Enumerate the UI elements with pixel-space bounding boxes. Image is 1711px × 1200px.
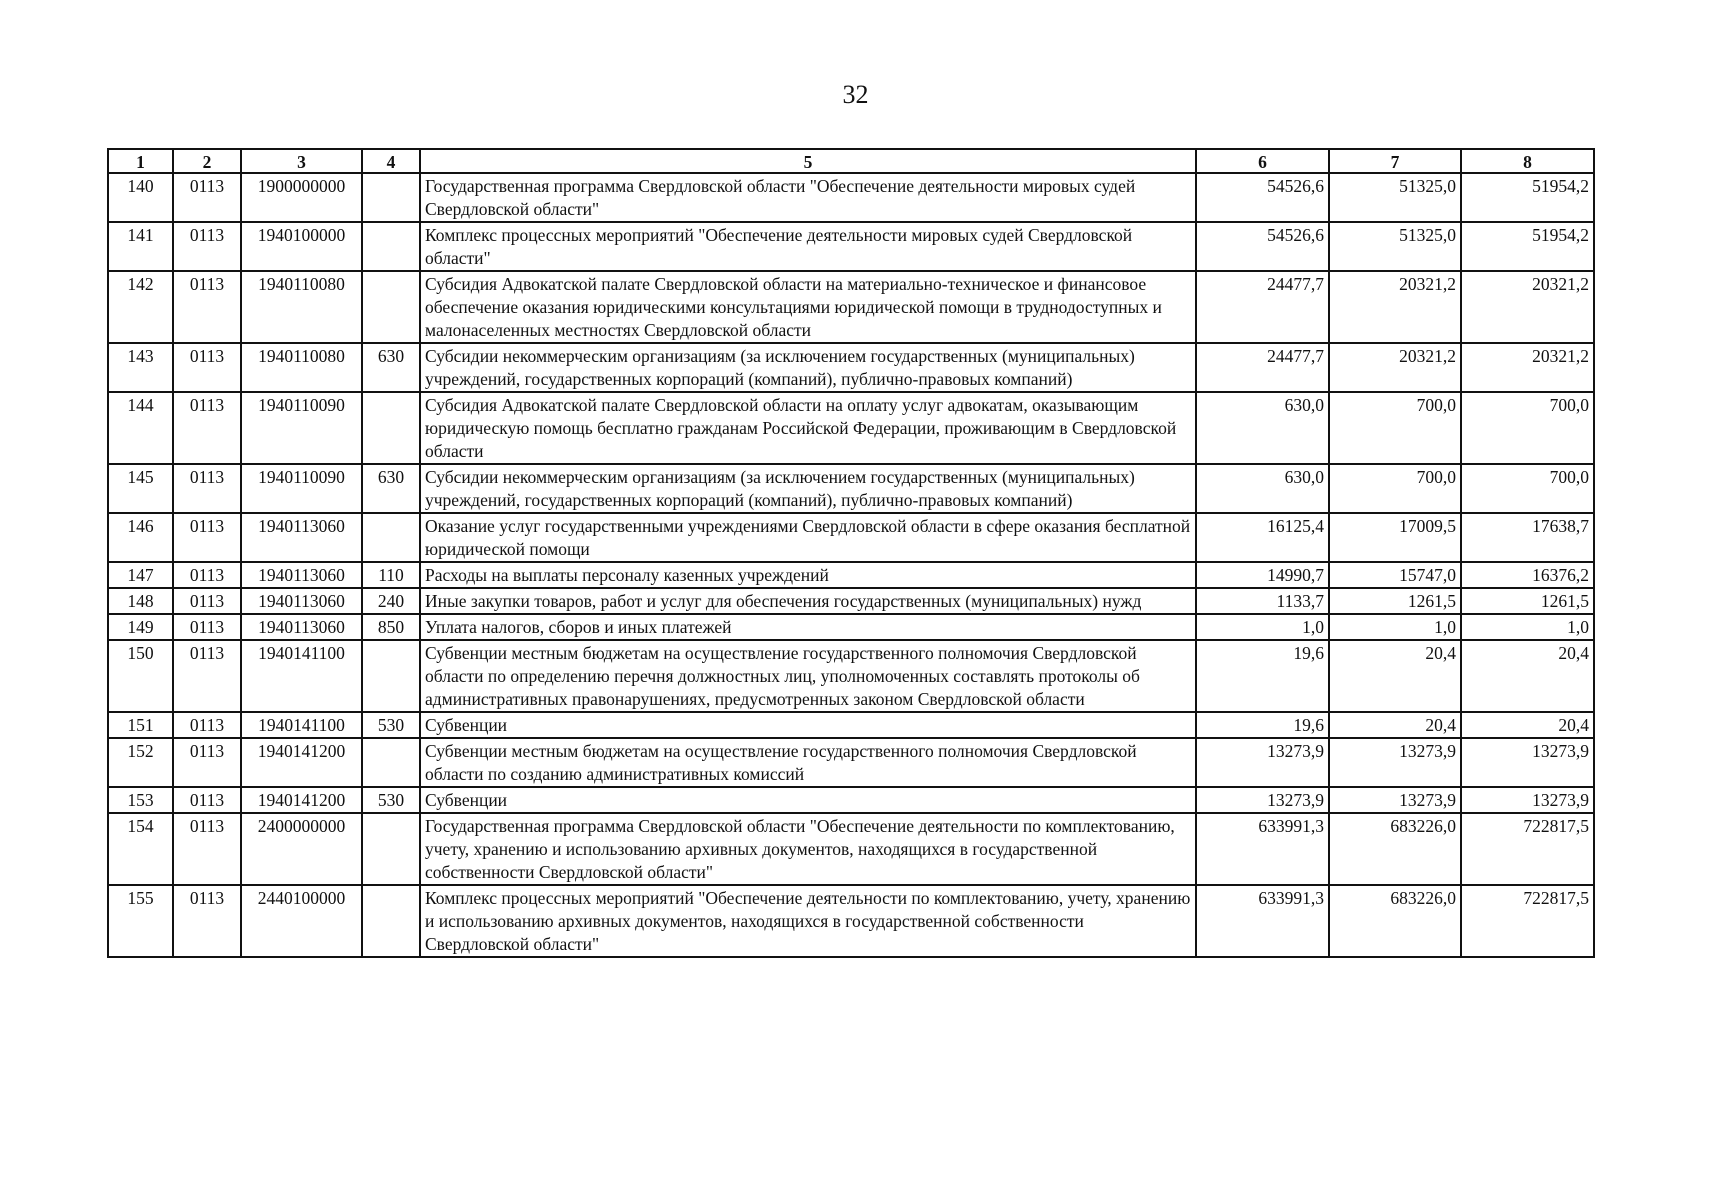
description-cell: Субсидия Адвокатской палате Свердловской области на материально-техническое и финансовое обеспечение оказания юридическими консультациями юридической помощи в труднодоступных и малонаселенных местностях Свердловской области [420, 271, 1196, 343]
section-code-cell: 0113 [173, 614, 241, 640]
col-header: 5 [420, 149, 1196, 173]
row-number-cell: 146 [108, 513, 173, 562]
row-number-cell: 150 [108, 640, 173, 712]
amount-col8-cell: 20321,2 [1461, 343, 1594, 392]
amount-col6-cell: 633991,3 [1196, 813, 1329, 885]
col-header: 6 [1196, 149, 1329, 173]
table-row [108, 562, 1594, 588]
amount-col6-cell: 630,0 [1196, 464, 1329, 513]
amount-col7-cell: 20321,2 [1329, 343, 1461, 392]
amount-col7-cell: 683226,0 [1329, 813, 1461, 885]
amount-col8-cell: 700,0 [1461, 464, 1594, 513]
description-cell: Субвенции [420, 712, 1196, 738]
target-code-cell: 2400000000 [241, 813, 362, 885]
description-cell: Иные закупки товаров, работ и услуг для обеспечения государственных (муниципальных) нужд [420, 588, 1196, 614]
target-code-cell: 1940110080 [241, 271, 362, 343]
section-code-cell: 0113 [173, 712, 241, 738]
expense-type-cell [362, 738, 420, 787]
amount-col8-cell: 20,4 [1461, 640, 1594, 712]
amount-col7-cell: 1,0 [1329, 614, 1461, 640]
table-row [108, 588, 1594, 614]
row-number-cell: 152 [108, 738, 173, 787]
section-code-cell: 0113 [173, 738, 241, 787]
section-code-cell: 0113 [173, 392, 241, 464]
target-code-cell: 1940141200 [241, 738, 362, 787]
table-row [108, 640, 1594, 712]
amount-col6-cell: 13273,9 [1196, 787, 1329, 813]
amount-col7-cell: 13273,9 [1329, 787, 1461, 813]
target-code-cell: 1940113060 [241, 588, 362, 614]
table-row [108, 464, 1594, 513]
amount-col7-cell: 700,0 [1329, 464, 1461, 513]
target-code-cell: 1940113060 [241, 562, 362, 588]
description-cell: Субсидии некоммерческим организациям (за исключением государственных (муниципальных) учреждений, государственных корпораций (компаний), публично-правовых компаний) [420, 464, 1196, 513]
section-code-cell: 0113 [173, 885, 241, 957]
row-number-cell: 154 [108, 813, 173, 885]
expense-type-cell [362, 222, 420, 271]
amount-col8-cell: 13273,9 [1461, 787, 1594, 813]
section-code-cell: 0113 [173, 588, 241, 614]
amount-col7-cell: 1261,5 [1329, 588, 1461, 614]
section-code-cell: 0113 [173, 513, 241, 562]
amount-col8-cell: 1,0 [1461, 614, 1594, 640]
target-code-cell: 1940110090 [241, 392, 362, 464]
expense-type-cell [362, 640, 420, 712]
expense-type-cell [362, 173, 420, 222]
amount-col7-cell: 15747,0 [1329, 562, 1461, 588]
amount-col8-cell: 722817,5 [1461, 813, 1594, 885]
description-cell: Субсидия Адвокатской палате Свердловской области на оплату услуг адвокатам, оказывающим юридическую помощь бесплатно гражданам Российской Федерации, проживающим в Свердловской области [420, 392, 1196, 464]
amount-col8-cell: 16376,2 [1461, 562, 1594, 588]
target-code-cell: 1940100000 [241, 222, 362, 271]
amount-col7-cell: 51325,0 [1329, 222, 1461, 271]
row-number-cell: 153 [108, 787, 173, 813]
amount-col7-cell: 17009,5 [1329, 513, 1461, 562]
target-code-cell: 1940110080 [241, 343, 362, 392]
amount-col7-cell: 51325,0 [1329, 173, 1461, 222]
section-code-cell: 0113 [173, 173, 241, 222]
row-number-cell: 142 [108, 271, 173, 343]
row-number-cell: 151 [108, 712, 173, 738]
amount-col8-cell: 700,0 [1461, 392, 1594, 464]
table-row [108, 738, 1594, 787]
description-cell: Субвенции местным бюджетам на осуществление государственного полномочия Свердловской области по созданию административных комиссий [420, 738, 1196, 787]
amount-col8-cell: 51954,2 [1461, 222, 1594, 271]
table-row [108, 173, 1594, 222]
target-code-cell: 1900000000 [241, 173, 362, 222]
target-code-cell: 1940113060 [241, 614, 362, 640]
row-number-cell: 144 [108, 392, 173, 464]
description-cell: Государственная программа Свердловской области "Обеспечение деятельности мировых судей Свердловской области" [420, 173, 1196, 222]
expense-type-cell: 530 [362, 787, 420, 813]
amount-col8-cell: 17638,7 [1461, 513, 1594, 562]
expense-type-cell [362, 885, 420, 957]
expense-type-cell: 630 [362, 464, 420, 513]
target-code-cell: 1940110090 [241, 464, 362, 513]
description-cell: Комплекс процессных мероприятий "Обеспечение деятельности по комплектованию, учету, хранению и использованию архивных документов, находящихся в государственной собственности Свердловской области" [420, 885, 1196, 957]
col-header: 4 [362, 149, 420, 173]
amount-col8-cell: 51954,2 [1461, 173, 1594, 222]
row-number-cell: 143 [108, 343, 173, 392]
description-cell: Субвенции [420, 787, 1196, 813]
budget-table [107, 148, 1595, 958]
row-number-cell: 155 [108, 885, 173, 957]
target-code-cell: 1940141100 [241, 712, 362, 738]
amount-col8-cell: 722817,5 [1461, 885, 1594, 957]
amount-col6-cell: 1133,7 [1196, 588, 1329, 614]
description-cell: Государственная программа Свердловской области "Обеспечение деятельности по комплектованию, учету, хранению и использованию архивных документов, находящихся в государственной собственности Свердловской области" [420, 813, 1196, 885]
table-row [108, 271, 1594, 343]
row-number-cell: 145 [108, 464, 173, 513]
expense-type-cell [362, 513, 420, 562]
target-code-cell: 1940141200 [241, 787, 362, 813]
expense-type-cell: 240 [362, 588, 420, 614]
section-code-cell: 0113 [173, 464, 241, 513]
col-header: 8 [1461, 149, 1594, 173]
table-row [108, 813, 1594, 885]
expense-type-cell: 530 [362, 712, 420, 738]
col-header: 3 [241, 149, 362, 173]
amount-col7-cell: 20321,2 [1329, 271, 1461, 343]
section-code-cell: 0113 [173, 813, 241, 885]
table-row [108, 787, 1594, 813]
amount-col6-cell: 54526,6 [1196, 222, 1329, 271]
amount-col7-cell: 20,4 [1329, 640, 1461, 712]
amount-col7-cell: 20,4 [1329, 712, 1461, 738]
table-row [108, 712, 1594, 738]
section-code-cell: 0113 [173, 640, 241, 712]
row-number-cell: 141 [108, 222, 173, 271]
section-code-cell: 0113 [173, 787, 241, 813]
page-number: 32 [842, 80, 869, 109]
expense-type-cell [362, 392, 420, 464]
amount-col7-cell: 13273,9 [1329, 738, 1461, 787]
amount-col8-cell: 20,4 [1461, 712, 1594, 738]
description-cell: Субсидии некоммерческим организациям (за исключением государственных (муниципальных) учреждений, государственных корпораций (компаний), публично-правовых компаний) [420, 343, 1196, 392]
amount-col7-cell: 683226,0 [1329, 885, 1461, 957]
table-row [108, 222, 1594, 271]
row-number-cell: 140 [108, 173, 173, 222]
target-code-cell: 1940113060 [241, 513, 362, 562]
col-header: 1 [108, 149, 173, 173]
table-row [108, 513, 1594, 562]
amount-col6-cell: 1,0 [1196, 614, 1329, 640]
section-code-cell: 0113 [173, 562, 241, 588]
expense-type-cell [362, 271, 420, 343]
amount-col6-cell: 630,0 [1196, 392, 1329, 464]
amount-col7-cell: 700,0 [1329, 392, 1461, 464]
col-header: 7 [1329, 149, 1461, 173]
target-code-cell: 1940141100 [241, 640, 362, 712]
row-number-cell: 147 [108, 562, 173, 588]
amount-col6-cell: 14990,7 [1196, 562, 1329, 588]
description-cell: Субвенции местным бюджетам на осуществление государственного полномочия Свердловской области по определению перечня должностных лиц, уполномоченных составлять протоколы об административных правонарушениях, предусмотренных законом Свердловской области [420, 640, 1196, 712]
amount-col8-cell: 20321,2 [1461, 271, 1594, 343]
col-header: 2 [173, 149, 241, 173]
amount-col8-cell: 13273,9 [1461, 738, 1594, 787]
amount-col6-cell: 24477,7 [1196, 343, 1329, 392]
amount-col6-cell: 13273,9 [1196, 738, 1329, 787]
section-code-cell: 0113 [173, 343, 241, 392]
section-code-cell: 0113 [173, 222, 241, 271]
section-code-cell: 0113 [173, 271, 241, 343]
amount-col6-cell: 16125,4 [1196, 513, 1329, 562]
header-row [108, 149, 1594, 173]
description-cell: Оказание услуг государственными учреждениями Свердловской области в сфере оказания бесплатной юридической помощи [420, 513, 1196, 562]
table-row [108, 343, 1594, 392]
description-cell: Уплата налогов, сборов и иных платежей [420, 614, 1196, 640]
description-cell: Комплекс процессных мероприятий "Обеспечение деятельности мировых судей Свердловской области" [420, 222, 1196, 271]
amount-col6-cell: 54526,6 [1196, 173, 1329, 222]
table-row [108, 614, 1594, 640]
amount-col8-cell: 1261,5 [1461, 588, 1594, 614]
table-row [108, 392, 1594, 464]
amount-col6-cell: 24477,7 [1196, 271, 1329, 343]
expense-type-cell [362, 813, 420, 885]
expense-type-cell: 110 [362, 562, 420, 588]
target-code-cell: 2440100000 [241, 885, 362, 957]
description-cell: Расходы на выплаты персоналу казенных учреждений [420, 562, 1196, 588]
expense-type-cell: 630 [362, 343, 420, 392]
amount-col6-cell: 633991,3 [1196, 885, 1329, 957]
amount-col6-cell: 19,6 [1196, 712, 1329, 738]
expense-type-cell: 850 [362, 614, 420, 640]
row-number-cell: 149 [108, 614, 173, 640]
table-row [108, 885, 1594, 957]
amount-col6-cell: 19,6 [1196, 640, 1329, 712]
row-number-cell: 148 [108, 588, 173, 614]
